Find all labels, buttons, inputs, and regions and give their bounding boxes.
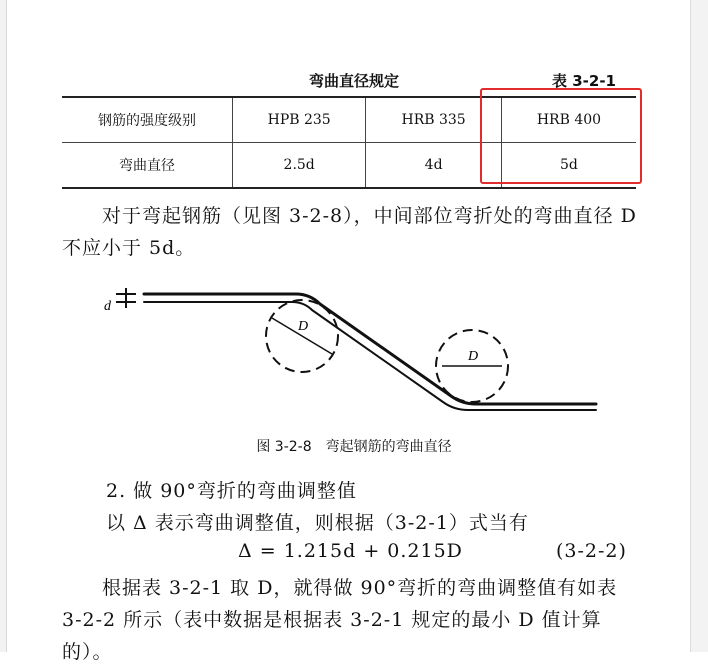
page-edge [0, 0, 7, 652]
row-label: 钢筋的强度级别 [62, 97, 233, 143]
equation: Δ = 1.215d + 0.215D [238, 540, 463, 562]
section-heading: 2. 做 90°弯折的弯曲调整值 [106, 480, 357, 502]
bar-inner-edge [144, 302, 596, 410]
bar-outer-edge [144, 294, 596, 404]
table-title: 弯曲直径规定 [308, 72, 399, 90]
figure-caption: 图 3-2-8 弯起钢筋的弯曲直径 [256, 439, 452, 455]
label-D-right: D [468, 349, 479, 364]
bent-bar-figure [96, 280, 606, 430]
table-cell: HRB 400 [501, 97, 636, 143]
row-label: 弯曲直径 [62, 143, 233, 189]
table-cell: 4d [366, 143, 502, 189]
table-cell: HRB 335 [366, 97, 502, 143]
table-id: 表 3-2-1 [552, 72, 616, 90]
paragraph-2: 根据表 3-2-1 取 D，就得做 90°弯折的弯曲调整值有如表 3-2-2 所示（表中数据是根据表 3-2-1 规定的最小 D 值计算的）。 [62, 577, 618, 663]
label-D-left: D [298, 319, 309, 334]
section-line: 以 Δ 表示弯曲调整值，则根据（3-2-1）式当有 [106, 512, 529, 534]
right-margin-band [690, 0, 708, 652]
table-cell: 2.5d [233, 143, 366, 189]
table-cell: HPB 235 [233, 97, 366, 143]
paragraph-1: 对于弯起钢筋（见图 3-2-8），中间部位弯折处的弯曲直径 D 不应小于 5d。 [62, 205, 637, 259]
equation-number: (3-2-2) [556, 540, 627, 562]
table-cell: 5d [501, 143, 636, 189]
highlight-box [480, 88, 642, 184]
label-d: d [104, 299, 111, 314]
